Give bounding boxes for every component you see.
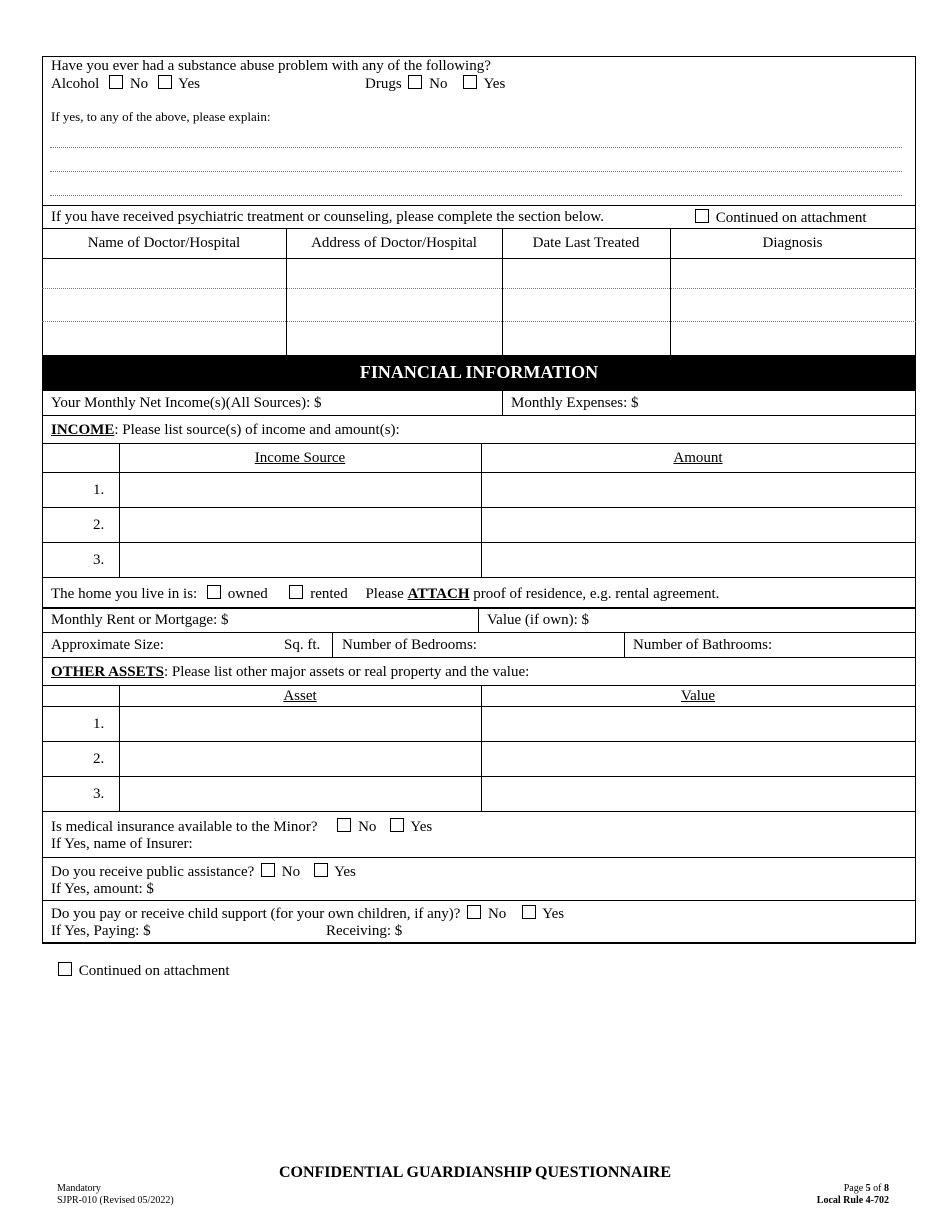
footer-page (844, 1183, 889, 1195)
monthly-expenses-label: Monthly Expenses: $ (511, 395, 639, 411)
public-assistance-amount-label: If Yes, amount: $ (51, 881, 154, 897)
bathrooms-label: Number of Bathrooms: (633, 637, 773, 653)
alcohol-row (51, 75, 200, 93)
psychiatric-continued (692, 209, 867, 227)
public-assistance-yes-checkbox[interactable] (314, 863, 328, 877)
income-source-col: Income Source (254, 450, 346, 466)
home-rented-checkbox[interactable] (289, 585, 303, 599)
public-assistance-no-checkbox[interactable] (261, 863, 275, 877)
income-instruction-text: : Please list source(s) of income and amount(s): (114, 422, 400, 438)
rent-label: Monthly Rent or Mortgage: $ (51, 612, 229, 628)
substance-question: Have you ever had a substance abuse problem with any of the following? (51, 58, 491, 74)
col-doctor-address: Address of Doctor/Hospital (311, 235, 477, 251)
drugs-yes-checkbox[interactable] (463, 75, 477, 89)
insurance-no-label: No (358, 819, 377, 835)
insurance-yes-label: Yes (410, 819, 433, 835)
income-instruction (51, 422, 400, 439)
public-assistance-row (51, 863, 356, 881)
child-support-no-label: No (487, 906, 507, 922)
page-total: 8 (884, 1183, 889, 1194)
income-row-1-number: 1. (93, 482, 105, 498)
child-support-yes-checkbox[interactable] (522, 905, 536, 919)
col-doctor-name: Name of Doctor/Hospital (87, 235, 241, 251)
footer-mandatory: Mandatory (57, 1183, 101, 1194)
alcohol-no-checkbox[interactable] (109, 75, 123, 89)
footer-form-id: SJPR-010 (Revised 05/2022) (57, 1195, 174, 1206)
child-support-question: Do you pay or receive child support (for your own children, if any)? (51, 906, 461, 922)
income-row-3-number: 3. (93, 552, 105, 568)
asset-row-2-number: 2. (93, 751, 105, 767)
alcohol-label: Alcohol (51, 76, 100, 92)
footer-title: CONFIDENTIAL GUARDIANSHIP QUESTIONNAIRE (278, 1164, 672, 1181)
insurance-row (51, 818, 432, 836)
proof-label: proof of residence, e.g. rental agreement. (473, 586, 720, 602)
psychiatric-continued-label: Continued on attachment (715, 210, 867, 226)
assets-instruction (51, 664, 529, 681)
bottom-continued (55, 962, 230, 980)
alcohol-yes-label: Yes (178, 76, 200, 92)
psychiatric-continued-checkbox[interactable] (695, 209, 709, 223)
attach-label: ATTACH (407, 586, 470, 602)
child-support-receiving-label: Receiving: $ (326, 923, 403, 939)
bedrooms-label: Number of Bedrooms: (342, 637, 477, 653)
home-row (51, 585, 719, 603)
col-diagnosis: Diagnosis (762, 235, 823, 251)
public-assistance-yes-label: Yes (334, 864, 356, 880)
page-of: of (870, 1183, 884, 1194)
alcohol-yes-checkbox[interactable] (158, 75, 172, 89)
insurance-yes-checkbox[interactable] (390, 818, 404, 832)
alcohol-no-label: No (129, 76, 149, 92)
home-label: The home you live in is: (51, 586, 198, 602)
please-label: Please (365, 586, 404, 602)
asset-row-1-number: 1. (93, 716, 105, 732)
home-rented-label: rented (310, 586, 348, 602)
insurance-question: Is medical insurance available to the Minor? (51, 819, 318, 835)
page-number: 5 (865, 1183, 871, 1194)
assets-heading: OTHER ASSETS (51, 664, 164, 680)
asset-col: Asset (283, 688, 317, 704)
sqft-label: Sq. ft. (284, 637, 321, 653)
drugs-yes-label: Yes (483, 76, 506, 92)
public-assistance-no-label: No (281, 864, 301, 880)
explain-label: If yes, to any of the above, please explain: (51, 109, 271, 124)
assets-instruction-text: : Please list other major assets or real property and the value: (163, 664, 530, 680)
income-heading: INCOME (51, 422, 115, 438)
drugs-no-label: No (429, 76, 448, 92)
public-assistance-question: Do you receive public assistance? (51, 864, 255, 880)
bottom-continued-label: Continued on attachment (78, 963, 230, 979)
size-label: Approximate Size: (51, 637, 164, 653)
income-row-2-number: 2. (93, 517, 105, 533)
drugs-label: Drugs (365, 76, 402, 92)
child-support-no-checkbox[interactable] (467, 905, 481, 919)
child-support-yes-label: Yes (542, 906, 565, 922)
child-support-paying-label: If Yes, Paying: $ (51, 923, 151, 939)
monthly-income-label: Your Monthly Net Income(s)(All Sources): $ (51, 395, 322, 411)
drugs-no-checkbox[interactable] (408, 75, 422, 89)
psychiatric-question: If you have received psychiatric treatment or counseling, please complete the section below. (51, 209, 604, 225)
child-support-row (51, 905, 564, 923)
bottom-continued-checkbox[interactable] (58, 962, 72, 976)
value-col: Value (680, 688, 716, 704)
financial-header: FINANCIAL INFORMATION (42, 355, 916, 390)
page-prefix: Page (843, 1183, 866, 1194)
drugs-row (365, 75, 505, 93)
footer-local-rule: Local Rule 4-702 (816, 1195, 889, 1206)
insurance-no-checkbox[interactable] (337, 818, 351, 832)
col-date-treated: Date Last Treated (532, 235, 640, 251)
amount-col: Amount (673, 450, 723, 466)
home-owned-label: owned (227, 586, 268, 602)
asset-row-3-number: 3. (93, 786, 105, 802)
insurer-label: If Yes, name of Insurer: (51, 836, 193, 852)
home-value-label: Value (if own): $ (487, 612, 590, 628)
home-owned-checkbox[interactable] (207, 585, 221, 599)
